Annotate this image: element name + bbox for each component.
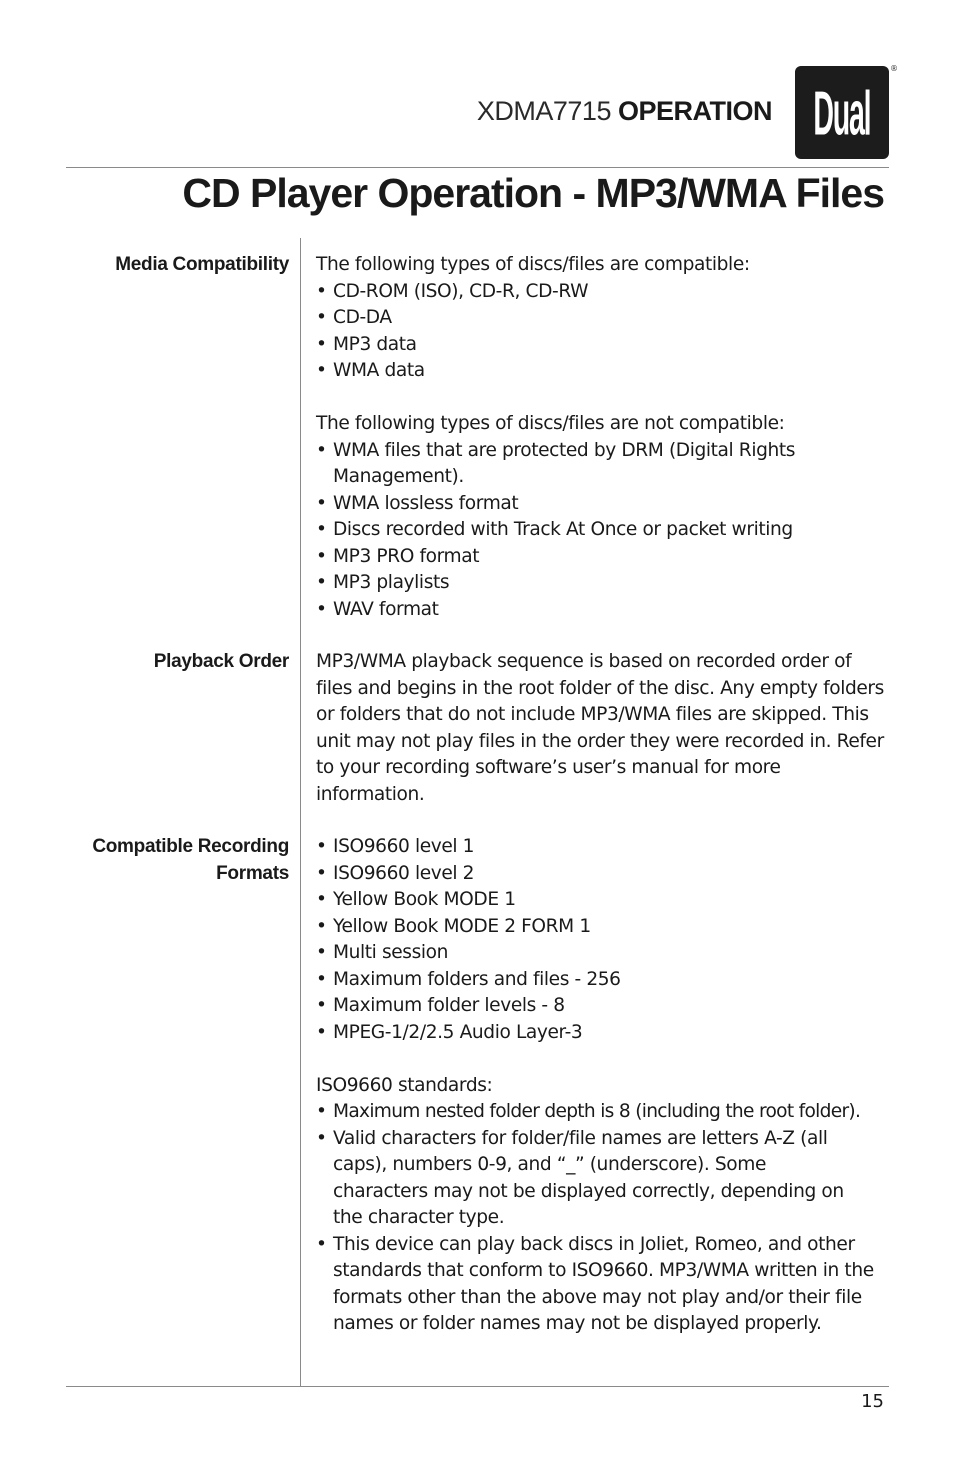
list-item: • Maximum folders and files - 256 [316,967,896,994]
incompatible-list [316,438,816,624]
list-item: • Valid characters for folder/file names are letters A-Z (all caps), numbers 0-9, and “_” (underscore). Some characters may not be displayed correctly, depending on the character type. [316,1126,853,1232]
header-title [477,96,772,127]
iso-list [316,1099,896,1338]
iso-intro: ISO9660 standards: [316,1074,493,1096]
playback-order-label: Playback Order [153,651,289,672]
registered-mark: ® [890,64,898,73]
top-divider [66,167,889,168]
list-item: • MP3 playlists [316,570,816,597]
column-divider [300,238,301,1386]
section-name: OPERATION [617,96,772,126]
compatible-intro: The following types of discs/files are compatible: [316,254,750,275]
list-item: • WMA files that are protected by DRM (Digital Rights Management). [316,438,816,491]
media-compatibility-content [316,252,896,623]
list-item: • This device can play back discs in Joliet, Romeo, and other standards that conform to ISO9660. MP3/WMA written in the formats other than the above may not play and/or their file names or folder names may not be displayed properly. [316,1232,888,1338]
list-item: • Maximum folder levels - 8 [316,993,896,1020]
dual-logo [795,66,889,159]
list-item: • MP3 data [316,332,896,359]
recording-formats-label-line1: Compatible Recording [92,836,289,857]
recording-formats-content [316,834,896,1338]
list-item: • Maximum nested folder depth is 8 (including the root folder). [316,1099,896,1126]
playback-order-content [316,649,888,808]
list-item: • CD-ROM (ISO), CD-R, CD-RW [316,279,896,306]
list-item: • Yellow Book MODE 1 [316,887,896,914]
playback-order-text: MP3/WMA playback sequence is based on recorded order of files and begins in the root folder of the disc. Any empty folders or folders that do not include MP3/WMA files are skipped. This unit may not play files in the order they were recorded in. Refer to your recording software’s user’s manual for more information. [316,651,884,805]
list-item: • MP3 PRO format [316,544,816,571]
list-item: • MPEG-1/2/2.5 Audio Layer-3 [316,1020,896,1047]
list-item: • Discs recorded with Track At Once or packet writing [316,517,816,544]
list-item: • ISO9660 level 2 [316,861,896,888]
list-item: • ISO9660 level 1 [316,834,896,861]
list-item: • Yellow Book MODE 2 FORM 1 [316,914,896,941]
page-number: 15 [861,1391,884,1412]
list-item: • Multi session [316,940,896,967]
bottom-divider [66,1386,889,1387]
recording-formats-label-line2: Formats [216,862,289,884]
recording-formats-label [49,834,289,887]
logo-text: Dual [813,77,871,148]
formats-list [316,834,896,1046]
list-item: • CD-DA [316,305,896,332]
media-compatibility-label: Media Compatibility [115,254,289,275]
incompatible-intro: The following types of discs/files are not compatible: [316,413,785,434]
compatible-list [316,279,896,385]
list-item: • WMA lossless format [316,491,816,518]
model-number: XDMA7715 [476,96,611,126]
page-title: CD Player Operation - MP3/WMA Files [182,170,884,216]
list-item: • WAV format [316,597,816,624]
list-item: • WMA data [316,358,896,385]
